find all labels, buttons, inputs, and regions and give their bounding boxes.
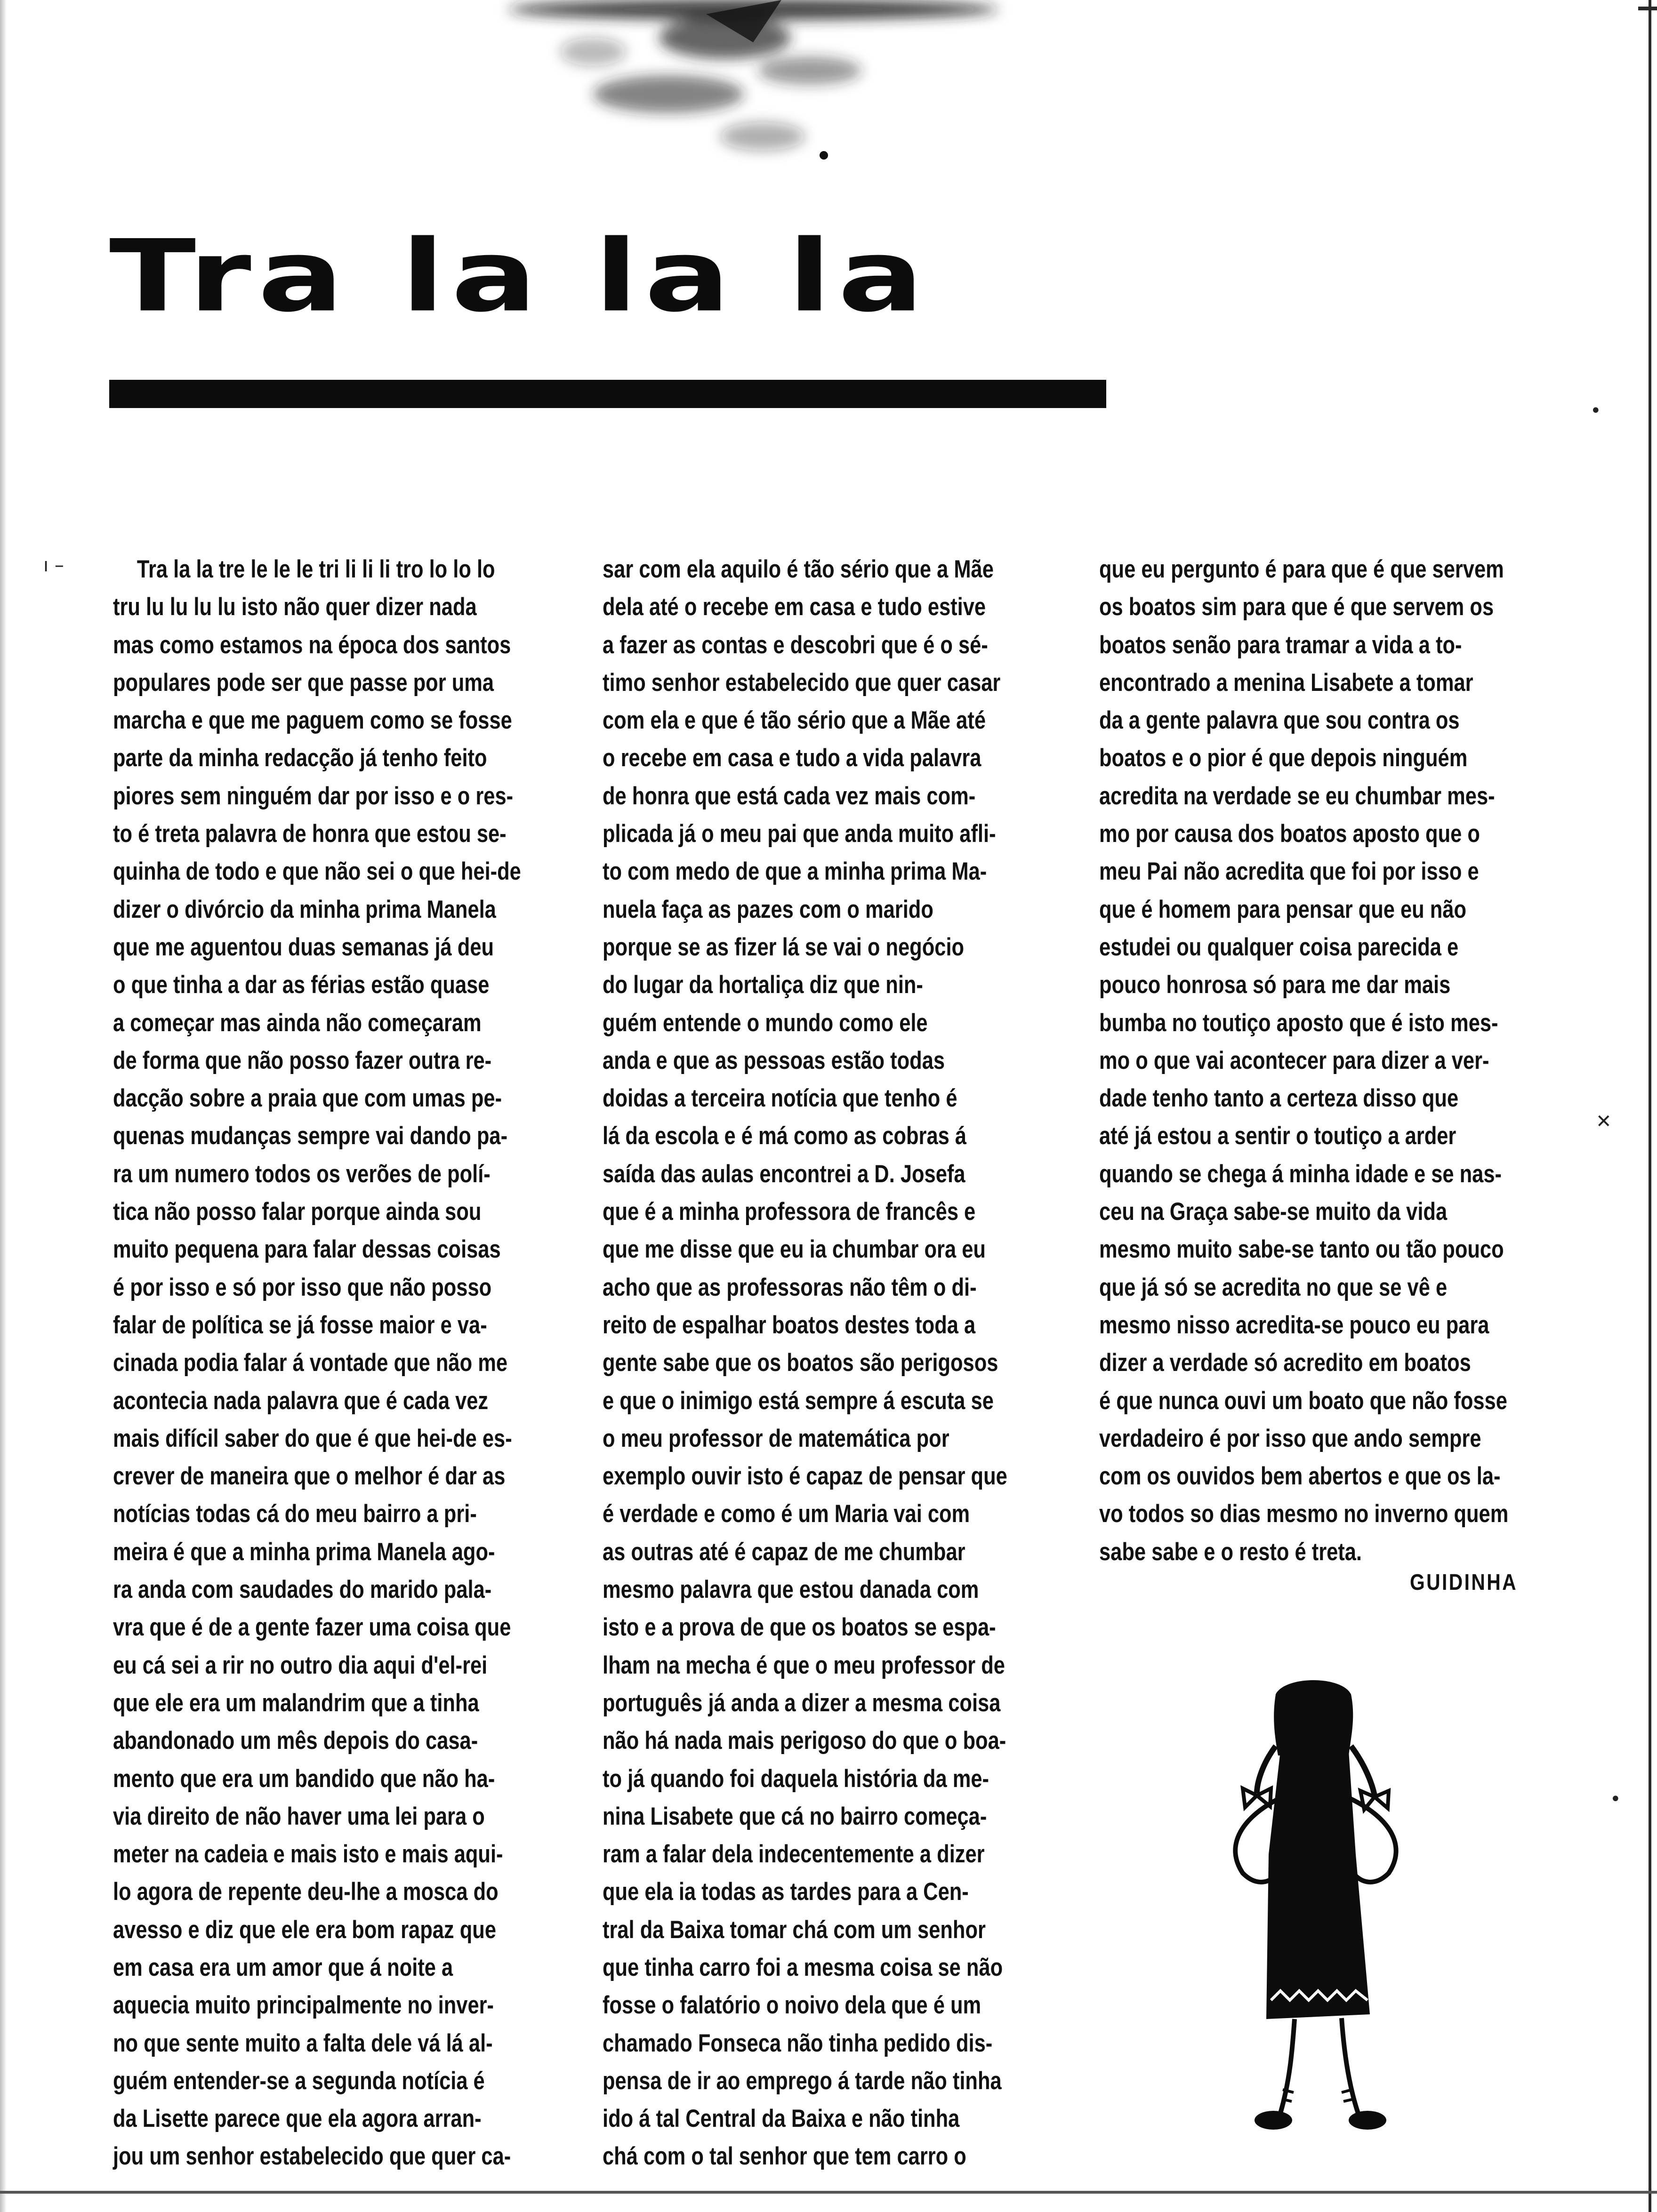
text-line: cinada podia falar á vontade que não me [113, 1349, 508, 1377]
text-line: com os ouvidos bem abertos e que os la- [1099, 1462, 1501, 1491]
text-line: parte da minha redacção já tenho feito [113, 744, 487, 772]
text-line: dizer o divórcio da minha prima Manela [113, 895, 496, 923]
text-line: populares pode ser que passe por uma [113, 668, 494, 697]
text-line: chamado Fonseca não tinha pedido dis- [603, 2029, 993, 2057]
text-line: e que o inimigo está sempre á escuta se [603, 1387, 994, 1415]
text-line: as outras até é capaz de me chumbar [603, 1538, 965, 1566]
text-line: reito de espalhar boatos destes toda a [603, 1311, 976, 1339]
text-line: mento que era um bandido que não ha- [113, 1764, 495, 1793]
text-line: meter na cadeia e mais isto e mais aqui- [113, 1840, 503, 1868]
text-line: não há nada mais perigoso do que o boa- [603, 1727, 1006, 1755]
text-line: acredita na verdade se eu chumbar mes- [1099, 782, 1495, 810]
text-line: lá da escola e é má como as cobras á [603, 1122, 967, 1150]
text-line: verdadeiro é por isso que ando sempre [1099, 1424, 1481, 1452]
text-line: Tra la la tre le le le tri li li li tro lo lo lo [137, 555, 495, 583]
text-line: dizer a verdade só acredito em boatos [1099, 1349, 1471, 1377]
text-line: que ele era um malandrim que a tinha [113, 1689, 479, 1717]
text-line: tica não posso falar porque ainda sou [113, 1198, 482, 1226]
girl-hands-on-hips-icon [1186, 1675, 1450, 2156]
text-line: vo todos so dias mesmo no inverno quem [1099, 1500, 1509, 1528]
text-line: quando se chega á minha idade e se nas- [1099, 1160, 1502, 1188]
article-column-2 [603, 551, 1069, 2176]
text-line: da Lisette parece que ela agora arran- [113, 2105, 482, 2133]
scan-right-edge [1638, 0, 1657, 2212]
text-line: é verdade e como é um Maria vai com [603, 1500, 970, 1528]
text-line: que me disse que eu ia chumbar ora eu [603, 1235, 986, 1264]
text-line: ceu na Graça sabe-se muito da vida [1099, 1198, 1448, 1226]
text-line: to é treta palavra de honra que estou se- [113, 820, 507, 848]
scan-mark: • [1610, 1788, 1621, 1810]
text-line: avesso e diz que ele era bom rapaz que [113, 1915, 496, 1944]
text-line: isto e a prova de que os boatos se espa- [603, 1613, 996, 1642]
text-line: que me aguentou duas semanas já deu [113, 933, 494, 961]
author-signature: GUIDINHA [1410, 1570, 1518, 1595]
text-line: lham na mecha é que o meu professor de [603, 1651, 1005, 1679]
ink-smudge-graphic [424, 0, 1083, 198]
text-line: mo o que vai acontecer para dizer a ver- [1099, 1046, 1489, 1074]
text-line: mas como estamos na época dos santos [113, 631, 511, 659]
text-line: no que sente muito a falta dele vá lá al- [113, 2029, 493, 2057]
text-line: doidas a terceira notícia que tenho é [603, 1084, 957, 1113]
text-line: ido á tal Central da Baixa e não tinha [603, 2105, 960, 2133]
text-line: quenas mudanças sempre vai dando pa- [113, 1122, 508, 1150]
text-line: mo por causa dos boatos aposto que o [1099, 820, 1480, 848]
article-column-3 [1099, 551, 1560, 1571]
bottom-border-line [0, 2191, 1657, 2194]
text-line: até já estou a sentir o toutiço a arder [1099, 1122, 1456, 1150]
text-line: nuela faça as pazes com o marido [603, 895, 933, 923]
text-line: crever de maneira que o melhor é dar as [113, 1462, 506, 1491]
text-line: aquecia muito principalmente no inver- [113, 1991, 494, 2020]
text-line: que já só se acredita no que se vê e [1099, 1273, 1448, 1301]
text-line: pouco honrosa só para me dar mais [1099, 971, 1451, 999]
text-line: bumba no toutiço aposto que é isto mes- [1099, 1009, 1498, 1037]
text-line: guém entender-se a segunda notícia é [113, 2067, 485, 2095]
text-line: acho que as professoras não têm o di- [603, 1273, 977, 1301]
text-line: chá com o tal senhor que tem carro o [603, 2142, 966, 2171]
scan-mark: • [1590, 400, 1601, 422]
text-line: lo agora de repente deu-lhe a mosca do [113, 1878, 499, 1906]
text-line: guém entende o mundo como ele [603, 1009, 928, 1037]
text-line: notícias todas cá do meu bairro a pri- [113, 1500, 477, 1528]
text-line: é que nunca ouvi um boato que não fosse [1099, 1387, 1507, 1415]
text-line: que tinha carro foi a mesma coisa se não [603, 1953, 1003, 1981]
article-title: Tra la la la [109, 218, 931, 334]
text-line: boatos senão para tramar a vida a to- [1099, 631, 1462, 659]
text-line: anda e que as pessoas estão todas [603, 1046, 945, 1074]
text-line: ra um numero todos os verões de polí- [113, 1160, 491, 1188]
text-line: eu cá sei a rir no outro dia aqui d'el-rei [113, 1651, 488, 1679]
text-line: dela até o recebe em casa e tudo estive [603, 593, 986, 621]
text-line: piores sem ninguém dar por isso e o res- [113, 782, 514, 810]
text-line: dade tenho tanto a certeza disso que [1099, 1084, 1459, 1113]
text-line: fosse o falatório o noivo dela que é um [603, 1991, 981, 2020]
text-line: acontecia nada palavra que é cada vez [113, 1387, 489, 1415]
scan-left-edge [0, 0, 7, 2212]
text-line: falar de política se já fosse maior e va- [113, 1311, 487, 1339]
text-line: português já anda a dizer a mesma coisa [603, 1689, 1001, 1717]
text-line: que é a minha professora de francês e [603, 1198, 976, 1226]
text-line: mais difícil saber do que é que hei-de es- [113, 1424, 512, 1452]
text-line: a fazer as contas e descobri que é o sé- [603, 631, 988, 659]
text-line: da a gente palavra que sou contra os [1099, 706, 1460, 735]
text-line: plicada já o meu pai que anda muito afli- [603, 820, 996, 848]
text-line: que é homem para pensar que eu não [1099, 895, 1467, 923]
text-line: que eu pergunto é para que é que servem [1099, 555, 1504, 583]
text-line: saída das aulas encontrei a D. Josefa [603, 1160, 965, 1188]
text-line: os boatos sim para que é que servem os [1099, 593, 1494, 621]
text-line: sabe sabe e o resto é treta. [1099, 1538, 1362, 1566]
text-line: estudei ou qualquer coisa parecida e [1099, 933, 1459, 961]
text-line: ra anda com saudades do marido pala- [113, 1576, 492, 1604]
text-line: gente sabe que os boatos são perigosos [603, 1349, 998, 1377]
text-line: do lugar da hortaliça diz que nin- [603, 971, 923, 999]
text-line: to com medo de que a minha prima Ma- [603, 858, 987, 886]
text-line: com ela e que é tão sério que a Mãe até [603, 706, 986, 735]
text-line: a começar mas ainda não começaram [113, 1009, 482, 1037]
text-line: timo senhor estabelecido que quer casar [603, 668, 1001, 697]
text-line: de honra que está cada vez mais com- [603, 782, 976, 810]
text-line: tral da Baixa tomar chá com um senhor [603, 1915, 986, 1944]
text-line: é por isso e só por isso que não posso [113, 1273, 492, 1301]
title-underline-bar [109, 380, 1106, 408]
text-line: marcha e que me paguem como se fosse [113, 706, 512, 735]
text-line: exemplo ouvir isto é capaz de pensar que [603, 1462, 1007, 1491]
text-line: em casa era um amor que á noite a [113, 1953, 453, 1981]
text-line: boatos e o pior é que depois ninguém [1099, 744, 1468, 772]
text-line: mesmo nisso acredita-se pouco eu para [1099, 1311, 1489, 1339]
text-line: abandonado um mês depois do casa- [113, 1727, 478, 1755]
text-line: pensa de ir ao emprego á tarde não tinha [603, 2067, 1002, 2095]
text-line: dacção sobre a praia que com umas pe- [113, 1084, 502, 1113]
text-line: ram a falar dela indecentemente a dizer [603, 1840, 985, 1868]
text-line: nina Lisabete que cá no bairro começa- [603, 1802, 987, 1830]
text-line: que ela ia todas as tardes para a Cen- [603, 1878, 969, 1906]
text-line: quinha de todo e que não sei o que hei-de [113, 858, 521, 886]
text-line: encontrado a menina Lisabete a tomar [1099, 668, 1473, 697]
text-line: to já quando foi daquela história da me- [603, 1764, 989, 1793]
text-line: vra que é de a gente fazer uma coisa que [113, 1613, 511, 1642]
text-line: mesmo muito sabe-se tanto ou tão pouco [1099, 1235, 1504, 1264]
text-line: o que tinha a dar as férias estão quase [113, 971, 490, 999]
text-line: porque se as fizer lá se vai o negócio [603, 933, 965, 961]
text-line: sar com ela aquilo é tão sério que a Mãe [603, 555, 994, 583]
article-column-1 [113, 551, 570, 2176]
text-line: muito pequena para falar dessas coisas [113, 1235, 501, 1264]
text-line: meu Pai não acredita que foi por isso e [1099, 858, 1479, 886]
text-line: de forma que não posso fazer outra re- [113, 1046, 492, 1074]
text-line: tru lu lu lu lu isto não quer dizer nada [113, 593, 477, 621]
text-line: o recebe em casa e tudo a vida palavra [603, 744, 981, 772]
scan-mark: ı – [43, 554, 64, 576]
scan-mark: ✕ [1596, 1111, 1612, 1132]
text-line: jou um senhor estabelecido que quer ca- [113, 2142, 511, 2171]
text-line: via direito de não haver uma lei para o [113, 1802, 485, 1830]
text-line: mesmo palavra que estou danada com [603, 1576, 979, 1604]
text-line: o meu professor de matemática por [603, 1424, 949, 1452]
text-line: meira é que a minha prima Manela ago- [113, 1538, 495, 1566]
